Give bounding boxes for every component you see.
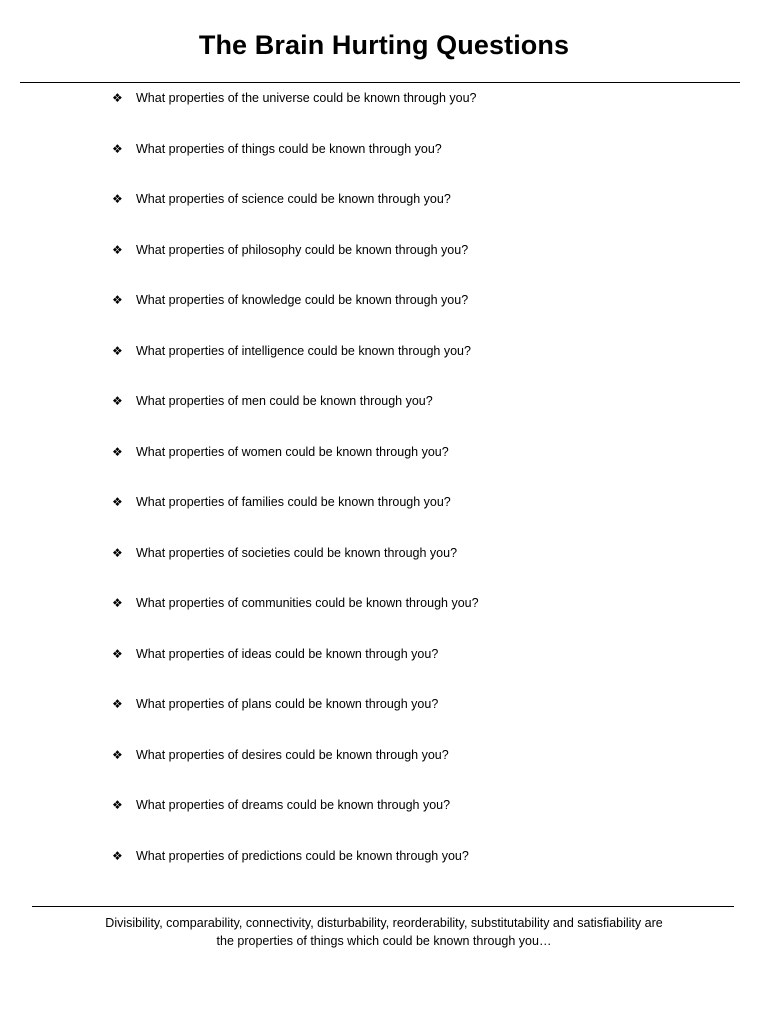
question-text: What properties of things could be known through you? xyxy=(136,141,442,156)
bottom-divider xyxy=(32,906,734,907)
diamond-bullet-icon: ❖ xyxy=(112,747,123,762)
list-item xyxy=(0,542,768,593)
list-item xyxy=(0,592,768,643)
footer-line: the properties of things which could be known through you… xyxy=(216,934,552,948)
diamond-bullet-icon: ❖ xyxy=(112,293,123,307)
diamond-bullet-icon: ❖ xyxy=(112,646,123,661)
diamond-bullet-icon: ❖ xyxy=(112,141,123,156)
question-list xyxy=(0,87,768,895)
question-text: What properties of women could be known through you? xyxy=(136,444,449,459)
diamond-bullet-icon: ❖ xyxy=(112,91,123,105)
list-item xyxy=(0,188,768,239)
footer-note xyxy=(40,914,728,950)
diamond-bullet-icon: ❖ xyxy=(112,192,123,206)
question-text: What properties of science could be known through you? xyxy=(136,192,451,206)
list-item xyxy=(0,138,768,189)
question-text: What properties of predictions could be known through you? xyxy=(136,848,469,863)
diamond-bullet-icon: ❖ xyxy=(112,848,123,863)
diamond-bullet-icon: ❖ xyxy=(112,798,123,812)
question-text: What properties of intelligence could be known through you? xyxy=(136,343,471,358)
question-text: What properties of philosophy could be known through you? xyxy=(136,242,469,257)
list-item xyxy=(0,441,768,492)
list-item xyxy=(0,693,768,744)
diamond-bullet-icon: ❖ xyxy=(112,343,123,358)
question-text: What properties of societies could be known through you? xyxy=(136,545,458,560)
page-title: The Brain Hurting Questions xyxy=(198,30,570,60)
diamond-bullet-icon: ❖ xyxy=(112,545,123,560)
question-text: What properties of ideas could be known through you? xyxy=(136,646,439,661)
list-item xyxy=(0,845,768,896)
question-text: What properties of communities could be known through you? xyxy=(136,596,479,610)
diamond-bullet-icon: ❖ xyxy=(112,444,123,459)
question-text: What properties of families could be known through you? xyxy=(136,495,451,509)
question-text: What properties of men could be known through you? xyxy=(136,394,433,408)
diamond-bullet-icon: ❖ xyxy=(112,596,123,610)
list-item xyxy=(0,289,768,340)
question-text: What properties of plans could be known through you? xyxy=(136,697,439,711)
diamond-bullet-icon: ❖ xyxy=(112,697,123,711)
diamond-bullet-icon: ❖ xyxy=(112,242,123,257)
top-divider xyxy=(20,82,740,83)
question-text: What properties of the universe could be known through you? xyxy=(136,91,477,105)
diamond-bullet-icon: ❖ xyxy=(112,495,123,509)
list-item xyxy=(0,744,768,795)
list-item xyxy=(0,340,768,391)
list-item xyxy=(0,239,768,290)
question-text: What properties of desires could be known through you? xyxy=(136,747,449,762)
footer-line: Divisibility, comparability, connectivity, disturbability, reorderability, substitutability and satisfiability are xyxy=(105,916,663,930)
diamond-bullet-icon: ❖ xyxy=(112,394,123,408)
question-text: What properties of knowledge could be known through you? xyxy=(136,293,469,307)
question-text: What properties of dreams could be known through you? xyxy=(136,798,451,812)
list-item xyxy=(0,643,768,694)
list-item xyxy=(0,491,768,542)
list-item xyxy=(0,794,768,845)
list-item xyxy=(0,87,768,138)
list-item xyxy=(0,390,768,441)
